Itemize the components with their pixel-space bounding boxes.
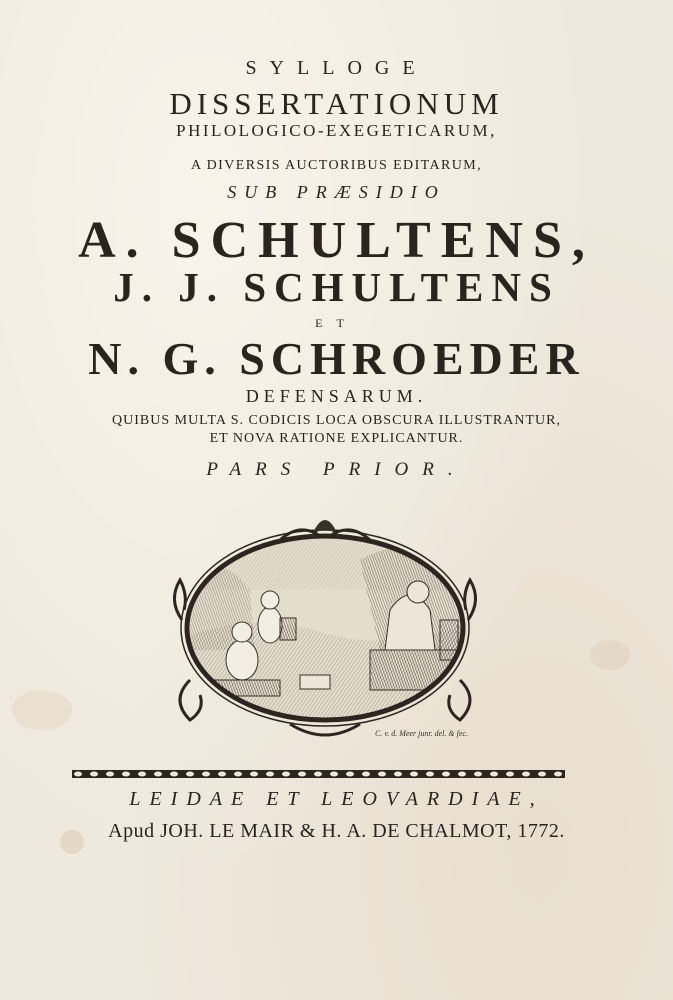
rule-bead: [154, 772, 162, 777]
rule-bead: [442, 772, 450, 777]
rule-bead: [506, 772, 514, 777]
printer-imprint: Apud JOH. LE MAIR & H. A. DE CHALMOT, 1772.: [108, 820, 565, 842]
rule-bead: [346, 772, 354, 777]
conjunction-et: ET: [315, 316, 358, 330]
rule-bead: [266, 772, 274, 777]
rule-bead: [554, 772, 562, 777]
rule-bead: [122, 772, 130, 777]
engraver-credit: C. v. d. Meer junr. del. & fec.: [375, 729, 468, 738]
ornamental-rule: [72, 767, 565, 781]
title-line-editarum: A DIVERSIS AUCTORIBUS EDITARUM,: [191, 158, 482, 173]
title-line-explicantur: ET NOVA RATIONE EXPLICANTUR.: [209, 431, 464, 446]
rule-bead: [138, 772, 146, 777]
rule-bead: [90, 772, 98, 777]
title-line-quibus: QUIBUS MULTA S. CODICIS LOCA OBSCURA ILLUSTRANTUR,: [112, 413, 561, 428]
rule-bead: [362, 772, 370, 777]
paper-stain: [590, 640, 630, 670]
rule-bead: [74, 772, 82, 777]
place-of-publication: LEIDAE ET LEOVARDIAE,: [129, 788, 544, 810]
rule-bead: [410, 772, 418, 777]
author-jj-schultens: J. J. SCHULTENS: [113, 264, 560, 310]
rule-bead: [394, 772, 402, 777]
rule-bead: [170, 772, 178, 777]
author-ng-schroeder: N. G. SCHROEDER: [88, 333, 585, 384]
rule-bead: [426, 772, 434, 777]
author-a-schultens: A. SCHULTENS,: [78, 212, 595, 269]
rule-bead: [474, 772, 482, 777]
title-line-philologico: PHILOLOGICO-EXEGETICARUM,: [176, 121, 497, 140]
rule-bead: [314, 772, 322, 777]
title-line-dissertationum: DISSERTATIONUM: [169, 86, 504, 121]
rule-bead: [490, 772, 498, 777]
title-line-defensarum: DEFENSARUM.: [245, 386, 428, 406]
rule-bead: [106, 772, 114, 777]
rule-bead: [330, 772, 338, 777]
rule-bead: [522, 772, 530, 777]
rule-bead: [538, 772, 546, 777]
rule-bead: [218, 772, 226, 777]
rule-bead: [378, 772, 386, 777]
part-label: PARS PRIOR.: [206, 459, 467, 480]
title-line-praesidio: SUB PRÆSIDIO: [227, 182, 446, 202]
rule-bead: [282, 772, 290, 777]
paper-stain: [12, 690, 72, 730]
rule-bead: [458, 772, 466, 777]
rule-bead: [186, 772, 194, 777]
engraved-vignette: [160, 500, 490, 746]
rule-bead: [298, 772, 306, 777]
rule-bead: [202, 772, 210, 777]
rule-bead: [234, 772, 242, 777]
title-line-sylloge: SYLLOGE: [245, 57, 428, 79]
rule-bead: [250, 772, 258, 777]
